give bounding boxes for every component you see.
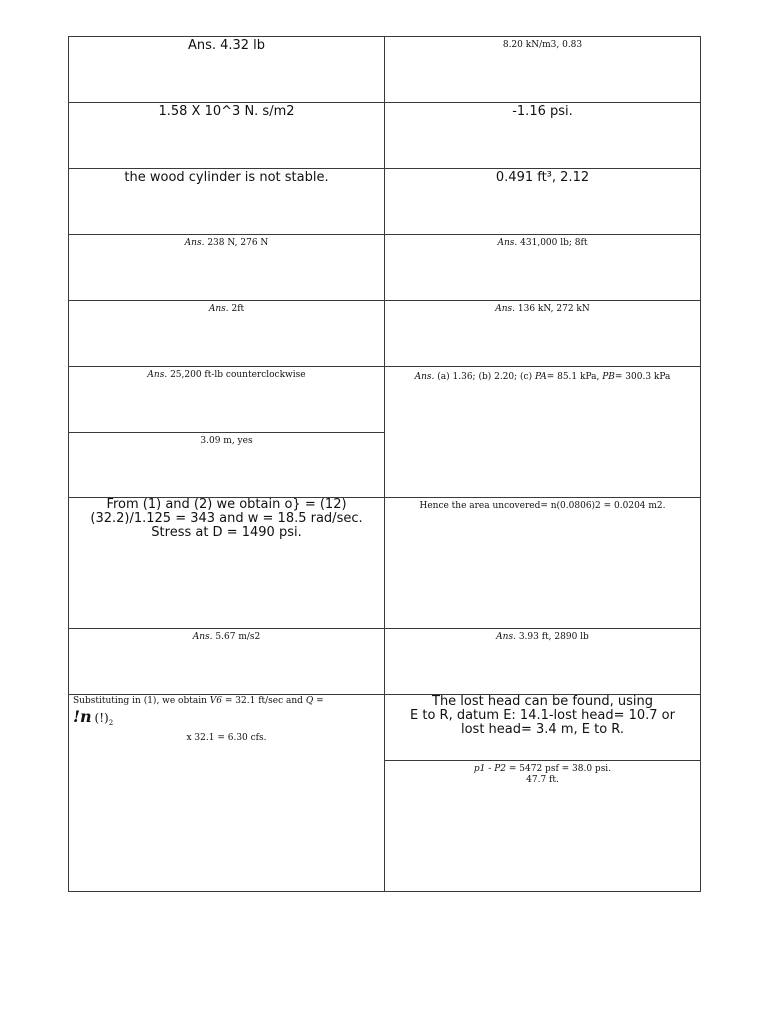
answer-line: (32.2)/1.125 = 343 and w = 18.5 rad/sec. [90,511,363,526]
cell-r4-right [385,235,700,301]
answer-text: the wood cylinder is not stable. [124,170,329,185]
answer-text: 0.491 ft³, 2.12 [495,170,590,185]
answer-line [385,764,700,775]
formula-subscript: 2 [108,718,114,727]
p2-symbol: P2 [494,764,507,774]
p1-symbol: p1 [473,764,486,774]
cell-r9-left [69,629,385,695]
ans-label: Ans. [497,238,518,248]
answer-text: -1.16 psi. [512,104,573,119]
cell-r9-right [385,629,700,695]
answer-table [68,36,701,892]
ans-label: Ans. [184,238,205,248]
cell-r3-left [69,169,385,235]
cell-r8-right [385,498,700,629]
cell-r6-right [385,367,700,498]
cell-r8-left [69,498,385,629]
cell-r7-left [69,433,385,498]
answer-line: 47.7 ft. [526,775,559,785]
answer-line: x 32.1 = 6.30 cfs. [186,732,267,743]
answer-text: 3.93 ft, 2890 lb [518,632,589,642]
answer-text: (a) 1.36; (b) 2.20; (c) [437,372,533,382]
answer-text: = 5472 psf = 38.0 psi. [508,764,612,774]
ans-label: Ans. [192,632,213,642]
answer-text: 2ft [231,304,245,314]
formula-symbol: !n [73,707,92,726]
answer-text: 5.67 m/s2 [215,632,261,642]
answer-text: 8.20 kN/m3, 0.83 [502,40,583,50]
cell-r10-left [69,695,385,891]
cell-r10-right [385,695,700,761]
answer-line: Stress at D = 1490 psi. [151,525,302,540]
cell-r1-left [69,37,385,103]
answer-text: = 300.3 kPa [614,372,671,382]
v6-symbol: V6 [209,696,223,706]
cell-r5-left [69,301,385,367]
answer-text: 238 N, 276 N [207,238,269,248]
pb-symbol: PB [602,372,615,382]
cell-r1-right [385,37,700,103]
answer-text: 1.58 X 10^3 N. s/m2 [158,104,295,119]
pa-symbol: PA [534,372,547,382]
ans-label: Ans. [147,370,168,380]
ans-label: Ans. [495,304,515,314]
answer-text: = 32.1 ft/sec and [224,696,303,706]
answer-text: = [316,696,324,706]
cell-r5-right [385,301,700,367]
answer-line: From (1) and (2) we obtain o} = (12) [106,498,347,512]
ans-label: Ans. [414,372,435,382]
cell-r4-left [69,235,385,301]
ans-label: Ans. [496,632,516,642]
answer-line: E to R, datum E: 14.1-lost head= 10.7 or [410,708,675,723]
cell-r2-left [69,103,385,169]
cell-r3-right [385,169,700,235]
ans-label: Ans. [208,304,229,314]
answer-line [69,696,384,707]
q-symbol: Q [305,696,314,706]
answer-text: Substituting in (1), we obtain [73,696,207,706]
cell-r6-left [69,367,385,433]
cell-r11-right [385,761,700,891]
answer-line: The lost head can be found, using [432,695,653,709]
answer-text: Hence the area uncovered= n(0.0806)2 = 0.0204 m2. [419,501,666,511]
answer-text: 136 kN, 272 kN [517,304,590,314]
cell-r2-right [385,103,700,169]
answer-text: 25,200 ft-lb counterclockwise [170,370,306,380]
answer-text: - [488,764,492,774]
answer-text: 431,000 lb; 8ft [520,238,588,248]
answer-line: lost head= 3.4 m, E to R. [460,722,624,737]
answer-text: Ans. 4.32 lb [187,38,266,53]
answer-text: = 85.1 kPa, [546,372,600,382]
answer-text: 3.09 m, yes [200,436,253,446]
formula-paren: (!) [94,711,109,725]
answer-line [69,707,384,733]
